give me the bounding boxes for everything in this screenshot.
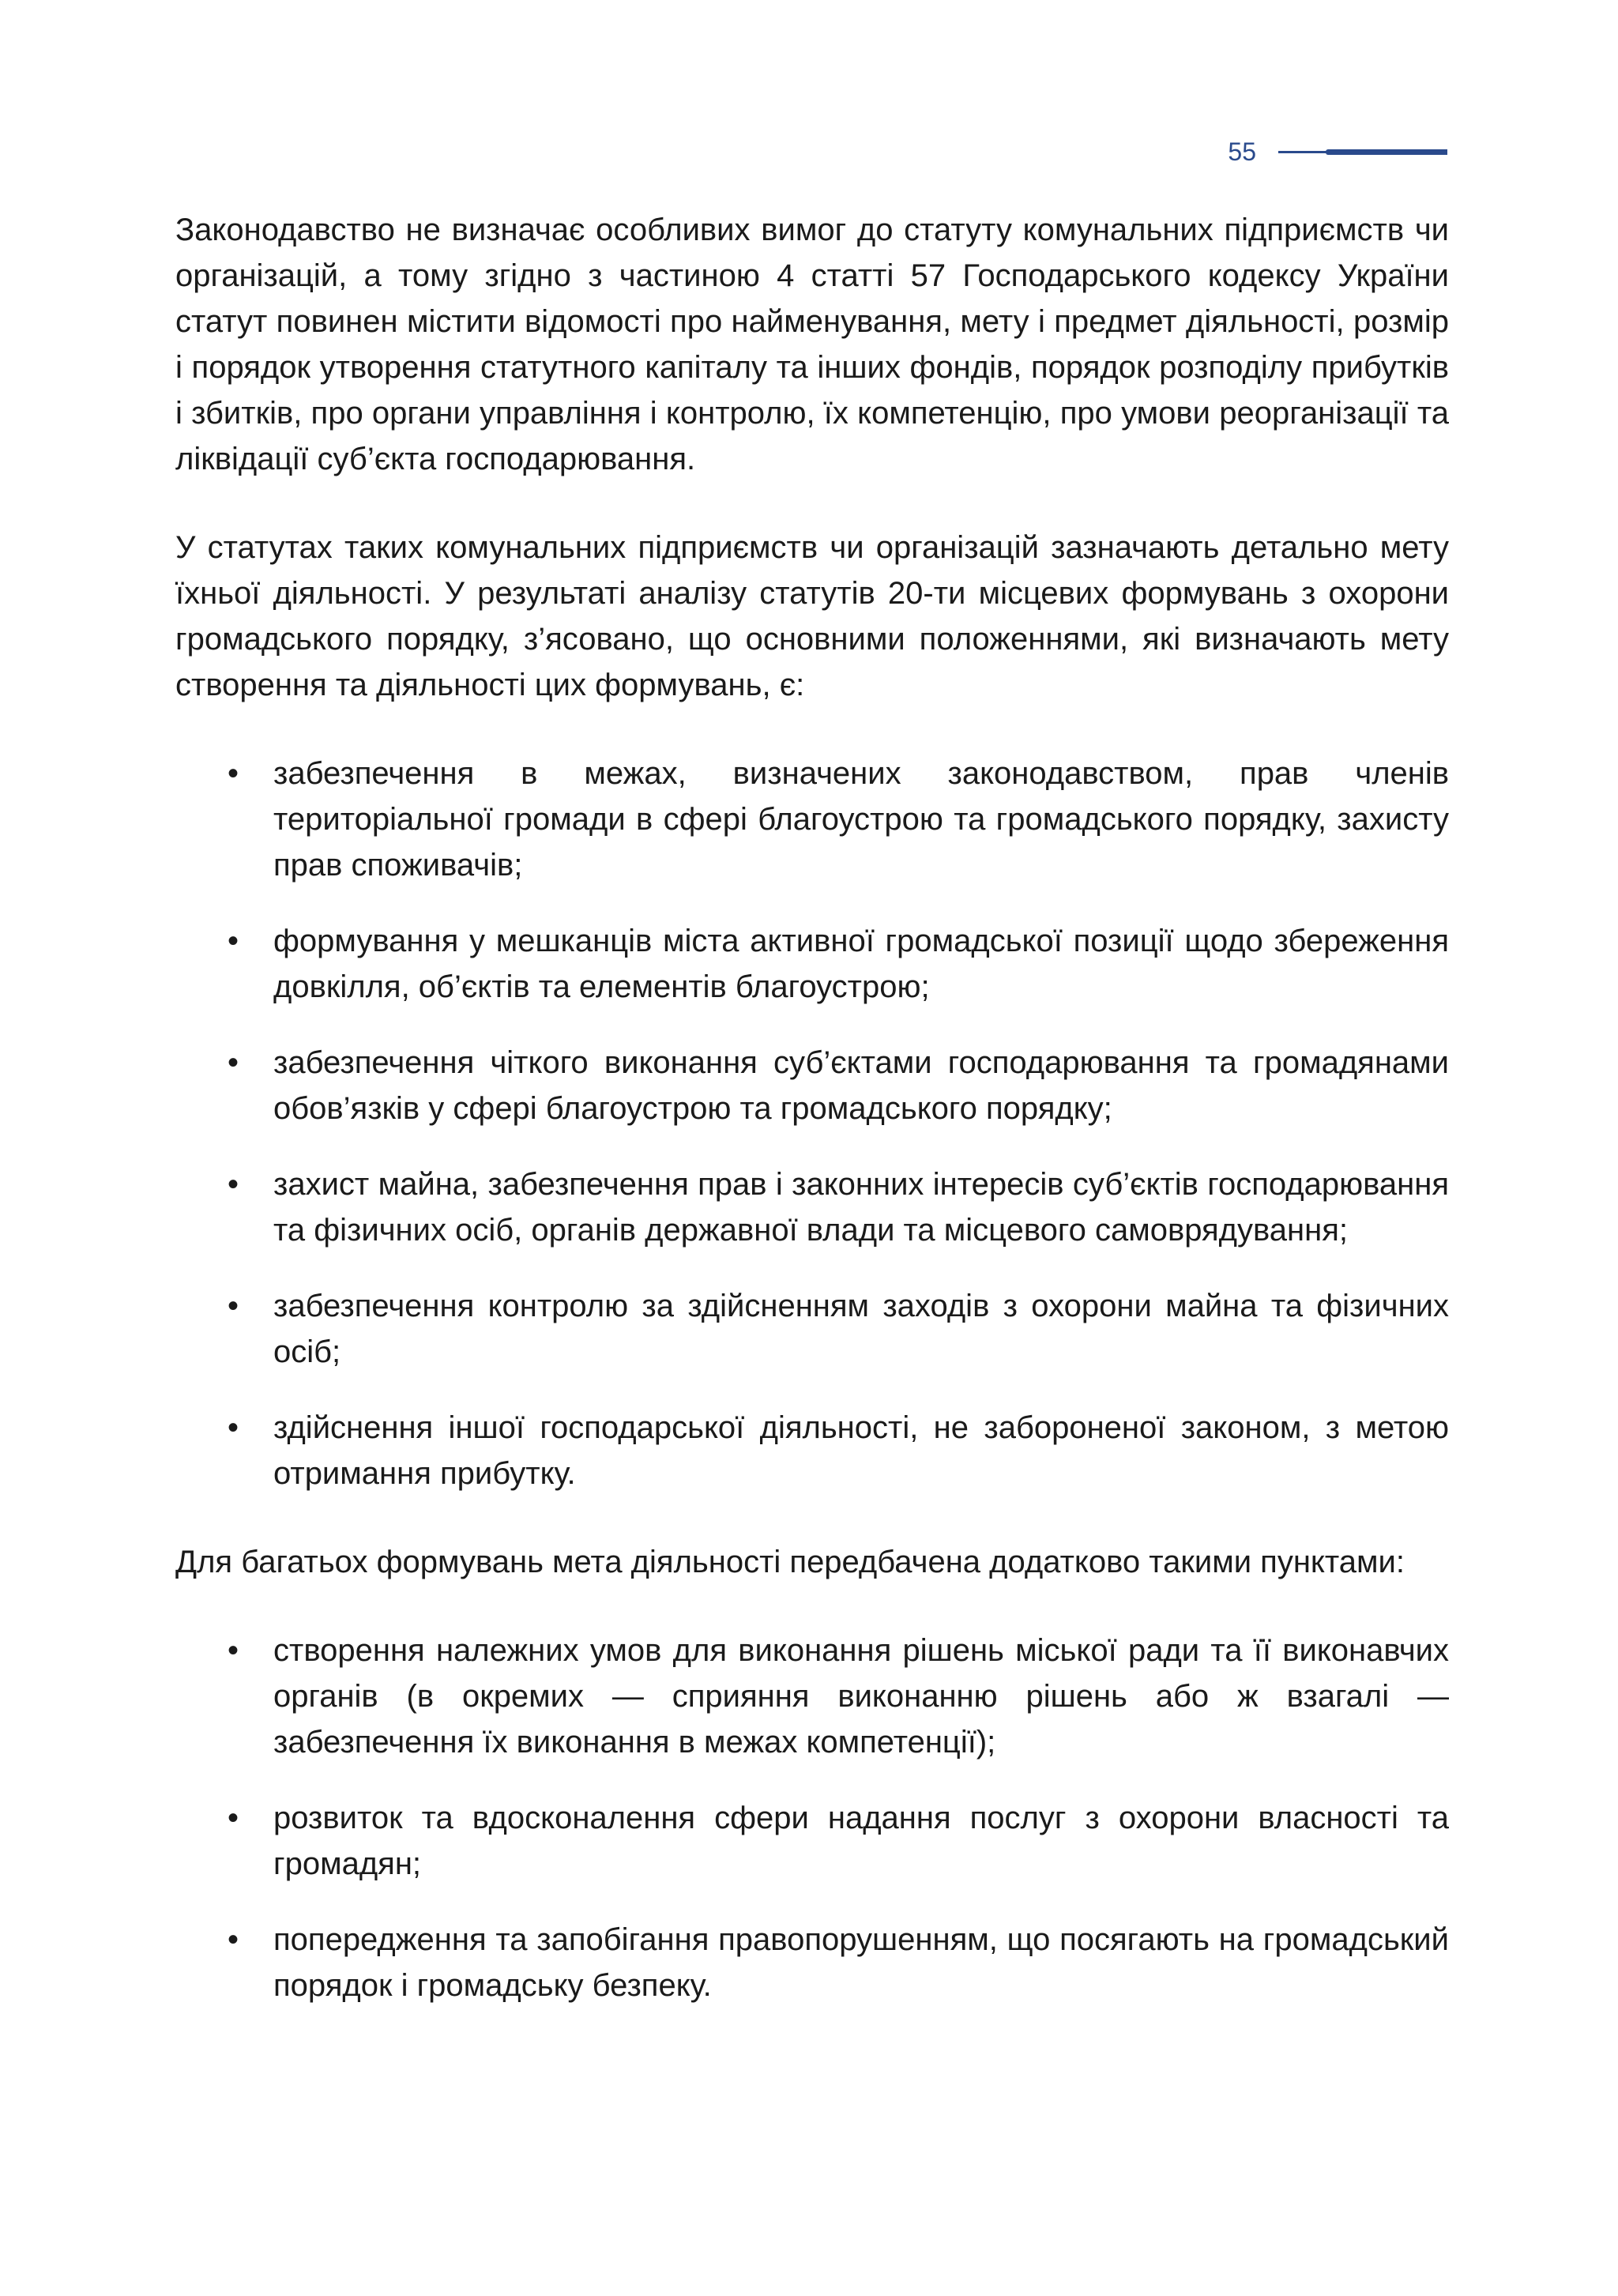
bullet-icon: • bbox=[228, 1167, 239, 1202]
list-item-text: забезпечення в межах, визначених законодавством, прав членів територіальної громади в сфері благоустрою та громадського порядку, захисту прав споживачів; bbox=[273, 756, 1449, 883]
list-item-text: формування у мешканців міста активної громадської позиції щодо збереження довкілля, об’єктів та елементів благоустрою; bbox=[273, 924, 1449, 1004]
list-item-text: попередження та запобігання правопорушенням, що посягають на громадський порядок і громадську безпеку. bbox=[273, 1922, 1449, 2003]
list-item bbox=[175, 1040, 1449, 1131]
bullet-icon: • bbox=[228, 924, 239, 958]
list-item bbox=[175, 1283, 1449, 1375]
bullet-icon: • bbox=[228, 756, 239, 791]
list-item bbox=[175, 751, 1449, 888]
list-item bbox=[175, 918, 1449, 1010]
list-item-text: здійснення іншої господарської діяльності, не забороненої законом, з метою отримання прибутку. bbox=[273, 1410, 1449, 1491]
goals-list bbox=[175, 751, 1449, 1496]
paragraph-additional-goals-intro: Для багатьох формувань мета діяльності передбачена додатково такими пунктами: bbox=[175, 1545, 1405, 1579]
page-content bbox=[175, 207, 1449, 2051]
bullet-icon: • bbox=[228, 1045, 239, 1080]
list-item-text: розвиток та вдосконалення сфери надання послуг з охорони власності та громадян; bbox=[273, 1801, 1449, 1881]
paragraph-statute-requirements: Законодавство не визначає особливих вимог до статуту комунальних підприємств чи організацій, а тому згідно з частиною 4 статті 57 Господарського кодексу України статут повинен містити відомості про найменування, мету і предмет діяльності, розмір і порядок утворення статутного капіталу та інших фондів, порядок розподілу прибутків і збитків, про органи управління і контролю, їх компетенцію, про умови реорганізації та ліквідації суб’єкта господарювання. bbox=[175, 213, 1449, 476]
list-item-text: забезпечення чіткого виконання суб’єктами господарювання та громадянами обов’язків у сфері благоустрою та громадського порядку; bbox=[273, 1045, 1449, 1126]
bullet-icon: • bbox=[228, 1289, 239, 1323]
list-item bbox=[175, 1795, 1449, 1887]
list-item-text: забезпечення контролю за здійсненням заходів з охорони майна та фізичних осіб; bbox=[273, 1289, 1449, 1369]
bullet-icon: • bbox=[228, 1410, 239, 1445]
list-item bbox=[175, 1917, 1449, 2008]
list-item bbox=[175, 1161, 1449, 1253]
bullet-icon: • bbox=[228, 1633, 239, 1668]
list-item bbox=[175, 1405, 1449, 1496]
list-item-text: захист майна, забезпечення прав і законних інтересів суб’єктів господарювання та фізичних осіб, органів державної влади та місцевого самоврядування; bbox=[273, 1167, 1449, 1248]
page-number: 55 bbox=[1228, 137, 1256, 166]
list-item-text: створення належних умов для виконання рішень міської ради та її виконавчих органів (в окремих — сприяння виконанню рішень або ж взагалі — забезпечення їх виконання в межах компетенції); bbox=[273, 1633, 1449, 1760]
bullet-icon: • bbox=[228, 1922, 239, 1957]
paragraph-statute-goals-intro: У статутах таких комунальних підприємств чи організацій зазначають детально мету їхньої діяльності. У результаті аналізу статутів 20-ти місцевих формувань з охорони громадського порядку, з’ясовано, що основними положеннями, які визначають мету створення та діяльності цих формувань, є: bbox=[175, 530, 1449, 702]
list-item bbox=[175, 1628, 1449, 1765]
bullet-icon: • bbox=[228, 1801, 239, 1835]
header-rule bbox=[1278, 148, 1447, 156]
page-header bbox=[1228, 139, 1447, 164]
additional-goals-list bbox=[175, 1628, 1449, 2008]
